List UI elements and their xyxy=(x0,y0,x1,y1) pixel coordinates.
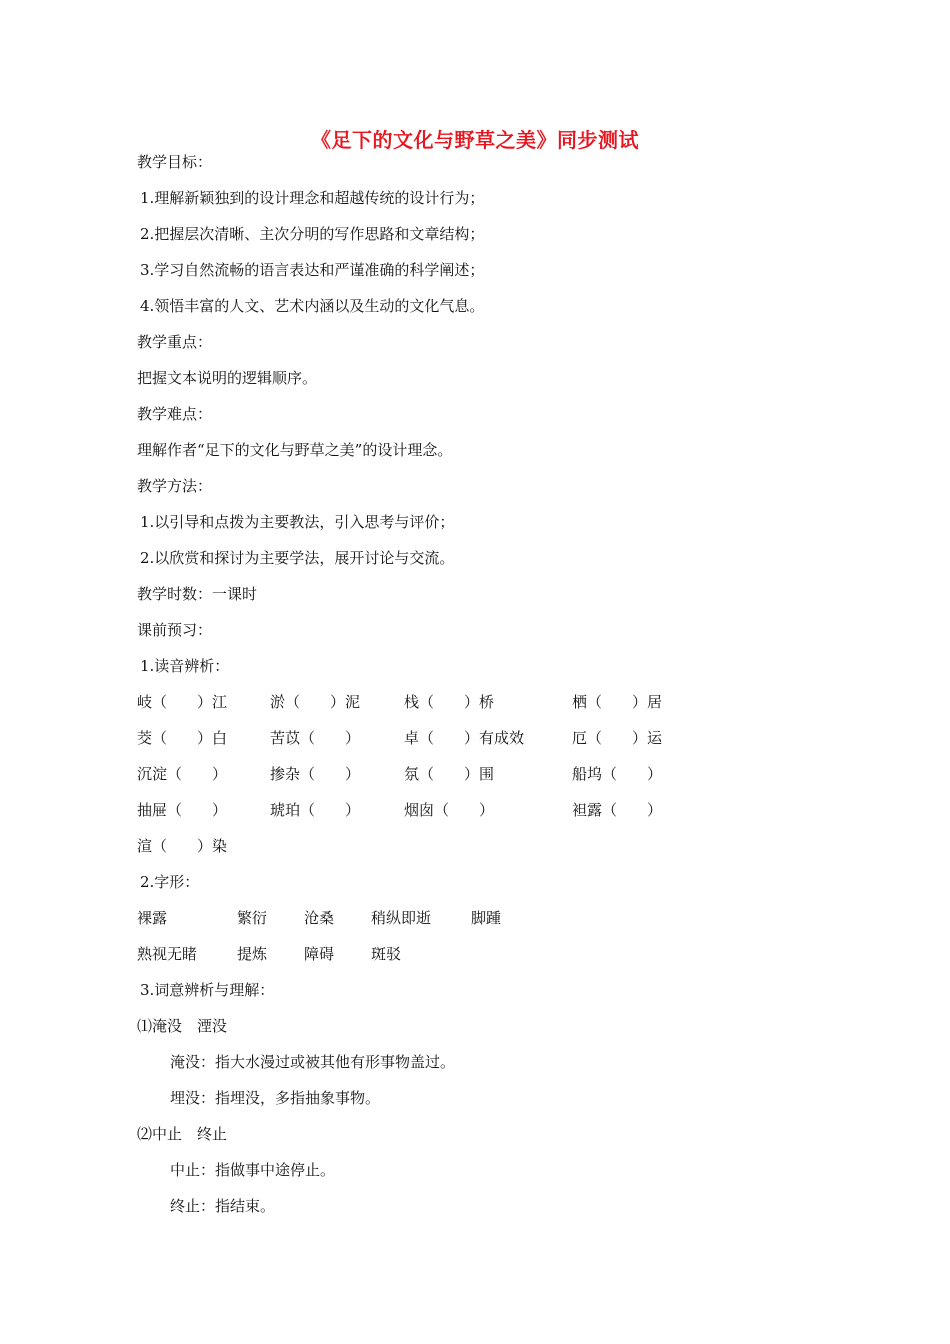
meaning-definition: 中止：指做事中途停止。 xyxy=(170,1161,336,1179)
focus-text: 把握文本说明的逻辑顺序。 xyxy=(137,369,318,387)
document-title: 《足下的文化与野草之美》同步测试 xyxy=(311,128,639,152)
focus-heading: 教学重点： xyxy=(137,333,213,351)
glyph-word: 斑驳 xyxy=(371,945,402,963)
goal-item-2: 2.把握层次清晰、主次分明的写作思路和文章结构； xyxy=(140,225,485,243)
method-item-1: 1.以引导和点拨为主要教法，引入思考与评价； xyxy=(140,513,455,531)
pronunciation-item: 抽屉（ ） xyxy=(137,801,228,819)
difficulty-heading: 教学难点： xyxy=(137,405,213,423)
pronunciation-row xyxy=(137,836,697,856)
pronunciation-item: 淤（ ）泥 xyxy=(270,693,361,711)
glyph-word: 裸露 xyxy=(137,909,168,927)
pronunciation-item: 苦苡（ ） xyxy=(270,729,361,747)
pronunciation-row xyxy=(137,800,697,820)
meaning-definition: 淹没：指大水漫过或被其他有形事物盖过。 xyxy=(170,1053,456,1071)
meaning-definition: 终止：指结束。 xyxy=(170,1197,276,1215)
glyph-row xyxy=(137,908,697,928)
pronunciation-item: 卓（ ）有成效 xyxy=(404,729,525,747)
glyph-word: 稍纵即逝 xyxy=(371,909,432,927)
pronunciation-row xyxy=(137,692,697,712)
pronunciation-item: 岐（ ）江 xyxy=(137,693,228,711)
glyph-word: 提炼 xyxy=(237,945,268,963)
pronunciation-item: 琥珀（ ） xyxy=(270,801,361,819)
pronunciation-item: 沉淀（ ） xyxy=(137,765,228,783)
pronunciation-item: 袒露（ ） xyxy=(572,801,663,819)
pronunciation-item: 掺杂（ ） xyxy=(270,765,361,783)
meaning-definition: 埋没：指埋没，多指抽象事物。 xyxy=(170,1089,381,1107)
method-item-2: 2.以欣赏和探讨为主要学法，展开讨论与交流。 xyxy=(140,549,455,567)
pronunciation-item: 烟囱（ ） xyxy=(404,801,495,819)
pronunciation-heading: 1.读音辨析： xyxy=(140,657,230,675)
glyph-word: 障碍 xyxy=(304,945,335,963)
glyph-word: 沧桑 xyxy=(304,909,335,927)
glyph-heading: 2.字形： xyxy=(140,873,200,891)
difficulty-text: 理解作者“足下的文化与野草之美”的设计理念。 xyxy=(137,441,453,459)
pronunciation-item: 茭（ ）白 xyxy=(137,729,228,747)
glyph-word: 脚踵 xyxy=(471,909,502,927)
pronunciation-item: 栖（ ）居 xyxy=(572,693,663,711)
glyph-word: 熟视无睹 xyxy=(137,945,198,963)
meaning-pair-2: ⑵中止 终止 xyxy=(137,1125,228,1143)
preview-heading: 课前预习： xyxy=(137,621,213,639)
meaning-pair-1: ⑴淹没 湮没 xyxy=(137,1017,228,1035)
goals-heading: 教学目标： xyxy=(137,153,213,171)
pronunciation-row xyxy=(137,764,697,784)
pronunciation-item: 厄（ ）运 xyxy=(572,729,663,747)
meaning-heading: 3.词意辨析与理解： xyxy=(140,981,275,999)
pronunciation-item: 船坞（ ） xyxy=(572,765,663,783)
pronunciation-item: 栈（ ）桥 xyxy=(404,693,495,711)
goal-item-1: 1.理解新颖独到的设计理念和超越传统的设计行为； xyxy=(140,189,485,207)
glyph-word: 繁衍 xyxy=(237,909,268,927)
methods-heading: 教学方法： xyxy=(137,477,213,495)
teaching-hours: 教学时数：一课时 xyxy=(137,585,258,603)
pronunciation-item: 氛（ ）围 xyxy=(404,765,495,783)
pronunciation-item: 渲（ ）染 xyxy=(137,837,228,855)
goal-item-3: 3.学习自然流畅的语言表达和严谨准确的科学阐述； xyxy=(140,261,485,279)
goal-item-4: 4.领悟丰富的人文、艺术内涵以及生动的文化气息。 xyxy=(140,297,485,315)
glyph-row xyxy=(137,944,697,964)
pronunciation-row xyxy=(137,728,697,748)
